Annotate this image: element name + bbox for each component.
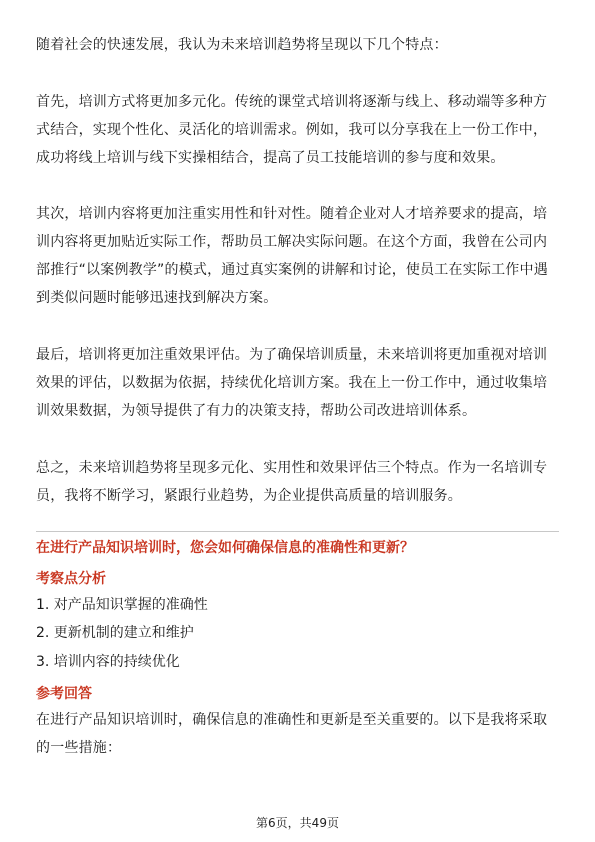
question-heading: 在进行产品知识培训时，您会如何确保信息的准确性和更新？ (36, 540, 414, 556)
page-number: 第6页，共49页 (256, 816, 339, 830)
analysis-item: 2. 更新机制的建立和维护 (36, 625, 194, 641)
analysis-item: 1. 对产品知识掌握的准确性 (36, 597, 208, 613)
section-divider (36, 531, 559, 532)
last-point-paragraph: 最后，培训将更加注重效果评估。为了确保培训质量，未来培训将更加重视对培训 效果的评估，以数据为依据，持续优化培训方案。我在上一份工作中，通过收集培 训效果数据，为领导提供了有力的决策支持，帮助公司改进培训体系。 (36, 347, 548, 419)
analysis-item: 3. 培训内容的持续优化 (36, 654, 180, 670)
intro-paragraph: 随着社会的快速发展，我认为未来培训趋势将呈现以下几个特点： (36, 37, 448, 53)
answer-heading: 参考回答 (36, 686, 92, 702)
first-point-paragraph: 首先，培训方式将更加多元化。传统的课堂式培训将逐渐与线上、移动端等多种方 式结合，实现个性化、灵活化的培训需求。例如，我可以分享我在上一份工作中， 成功将线上培训与线下实操相结合，提高了员工技能培训的参与度和效果。 (36, 94, 548, 166)
answer-paragraph: 在进行产品知识培训时，确保信息的准确性和更新是至关重要的。以下是我将采取 的一些措施： (36, 712, 548, 756)
analysis-heading: 考察点分析 (36, 571, 106, 587)
summary-paragraph: 总之，未来培训趋势将呈现多元化、实用性和效果评估三个特点。作为一名培训专 员，我将不断学习，紧跟行业趋势，为企业提供高质量的培训服务。 (36, 460, 548, 504)
second-point-paragraph: 其次，培训内容将更加注重实用性和针对性。随着企业对人才培养要求的提高，培 训内容将更加贴近实际工作，帮助员工解决实际问题。在这个方面，我曾在公司内 部推行“以案例教学”的模式，通过真实案例的讲解和讨论，使员工在实际工作中遇 到类似问题时能够迅速找到解决方案。 (36, 206, 548, 306)
